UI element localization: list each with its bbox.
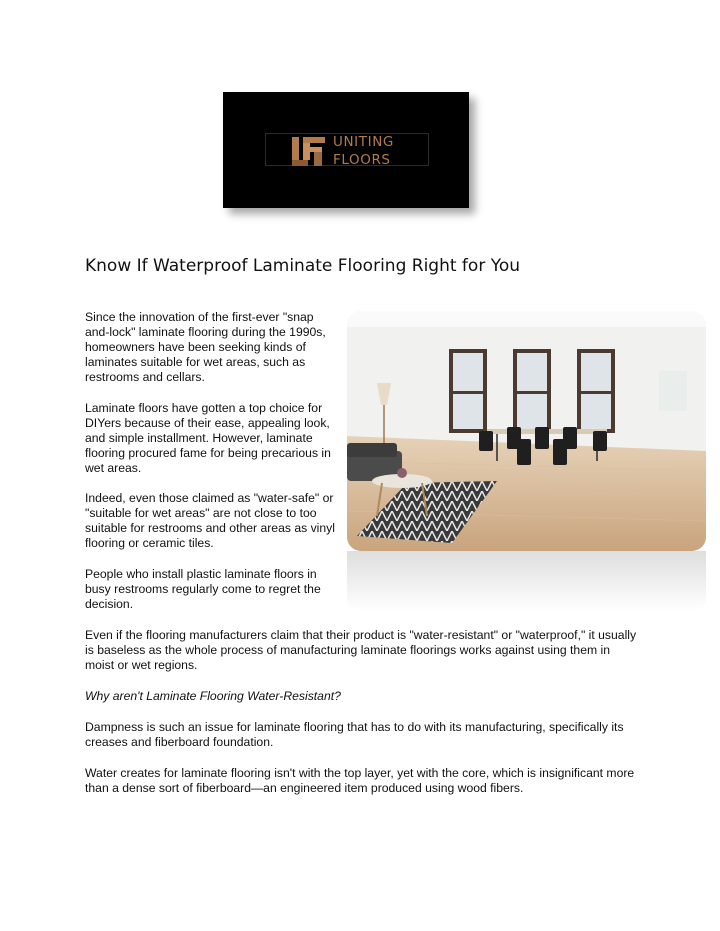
paragraph-4: People who install plastic laminate floors in busy restrooms regularly come to regret the decision. (85, 567, 321, 612)
logo-wordmark (333, 133, 394, 169)
paragraph-3: Indeed, even those claimed as "water-safe" or "suitable for wet areas" are not close to too suitable for restrooms and other areas as vinyl flooring or ceramic tiles. (85, 491, 335, 551)
logo-frame (265, 133, 429, 166)
paragraph-5: Even if the flooring manufacturers claim that their product is "water-resistant" or "waterproof," it usually is baseless as the whole process of manufacturing laminate floorings works against using them in moist or wet regions. (85, 628, 637, 673)
brand-logo (223, 92, 469, 208)
section-subheading: Why aren't Laminate Flooring Water-Resistant? (85, 689, 341, 703)
window-1 (449, 349, 487, 433)
paragraph-6: Dampness is such an issue for laminate flooring that has to do with its manufacturing, specifically its creases and fiberboard foundation. (85, 720, 624, 750)
window-2 (513, 349, 551, 433)
paragraph-2: Laminate floors have gotten a top choice for DIYers because of their ease, appealing look, and simple installment. However, laminate flooring procured fame for being precarious in wet areas. (85, 401, 331, 476)
logo-line-2: FLOORS (333, 152, 391, 168)
paragraph-7: Water creates for laminate flooring isn't with the top layer, yet with the core, which is insignificant more than a dense sort of fiberboard—an engineered item produced using wood fibers. (85, 766, 635, 796)
window-3 (577, 349, 615, 433)
article-title: Know If Waterproof Laminate Flooring Right for You (85, 256, 521, 276)
logo-line-1: UNITING (333, 134, 394, 150)
room-photo (347, 311, 706, 551)
uf-monogram-icon (292, 135, 326, 168)
paragraph-1: Since the innovation of the first-ever "snap and-lock" laminate flooring during the 1990s, homeowners have been seeking kinds of laminates suitable for wet areas, such as restrooms and cellars. (85, 310, 326, 385)
photo-reflection (347, 551, 706, 611)
